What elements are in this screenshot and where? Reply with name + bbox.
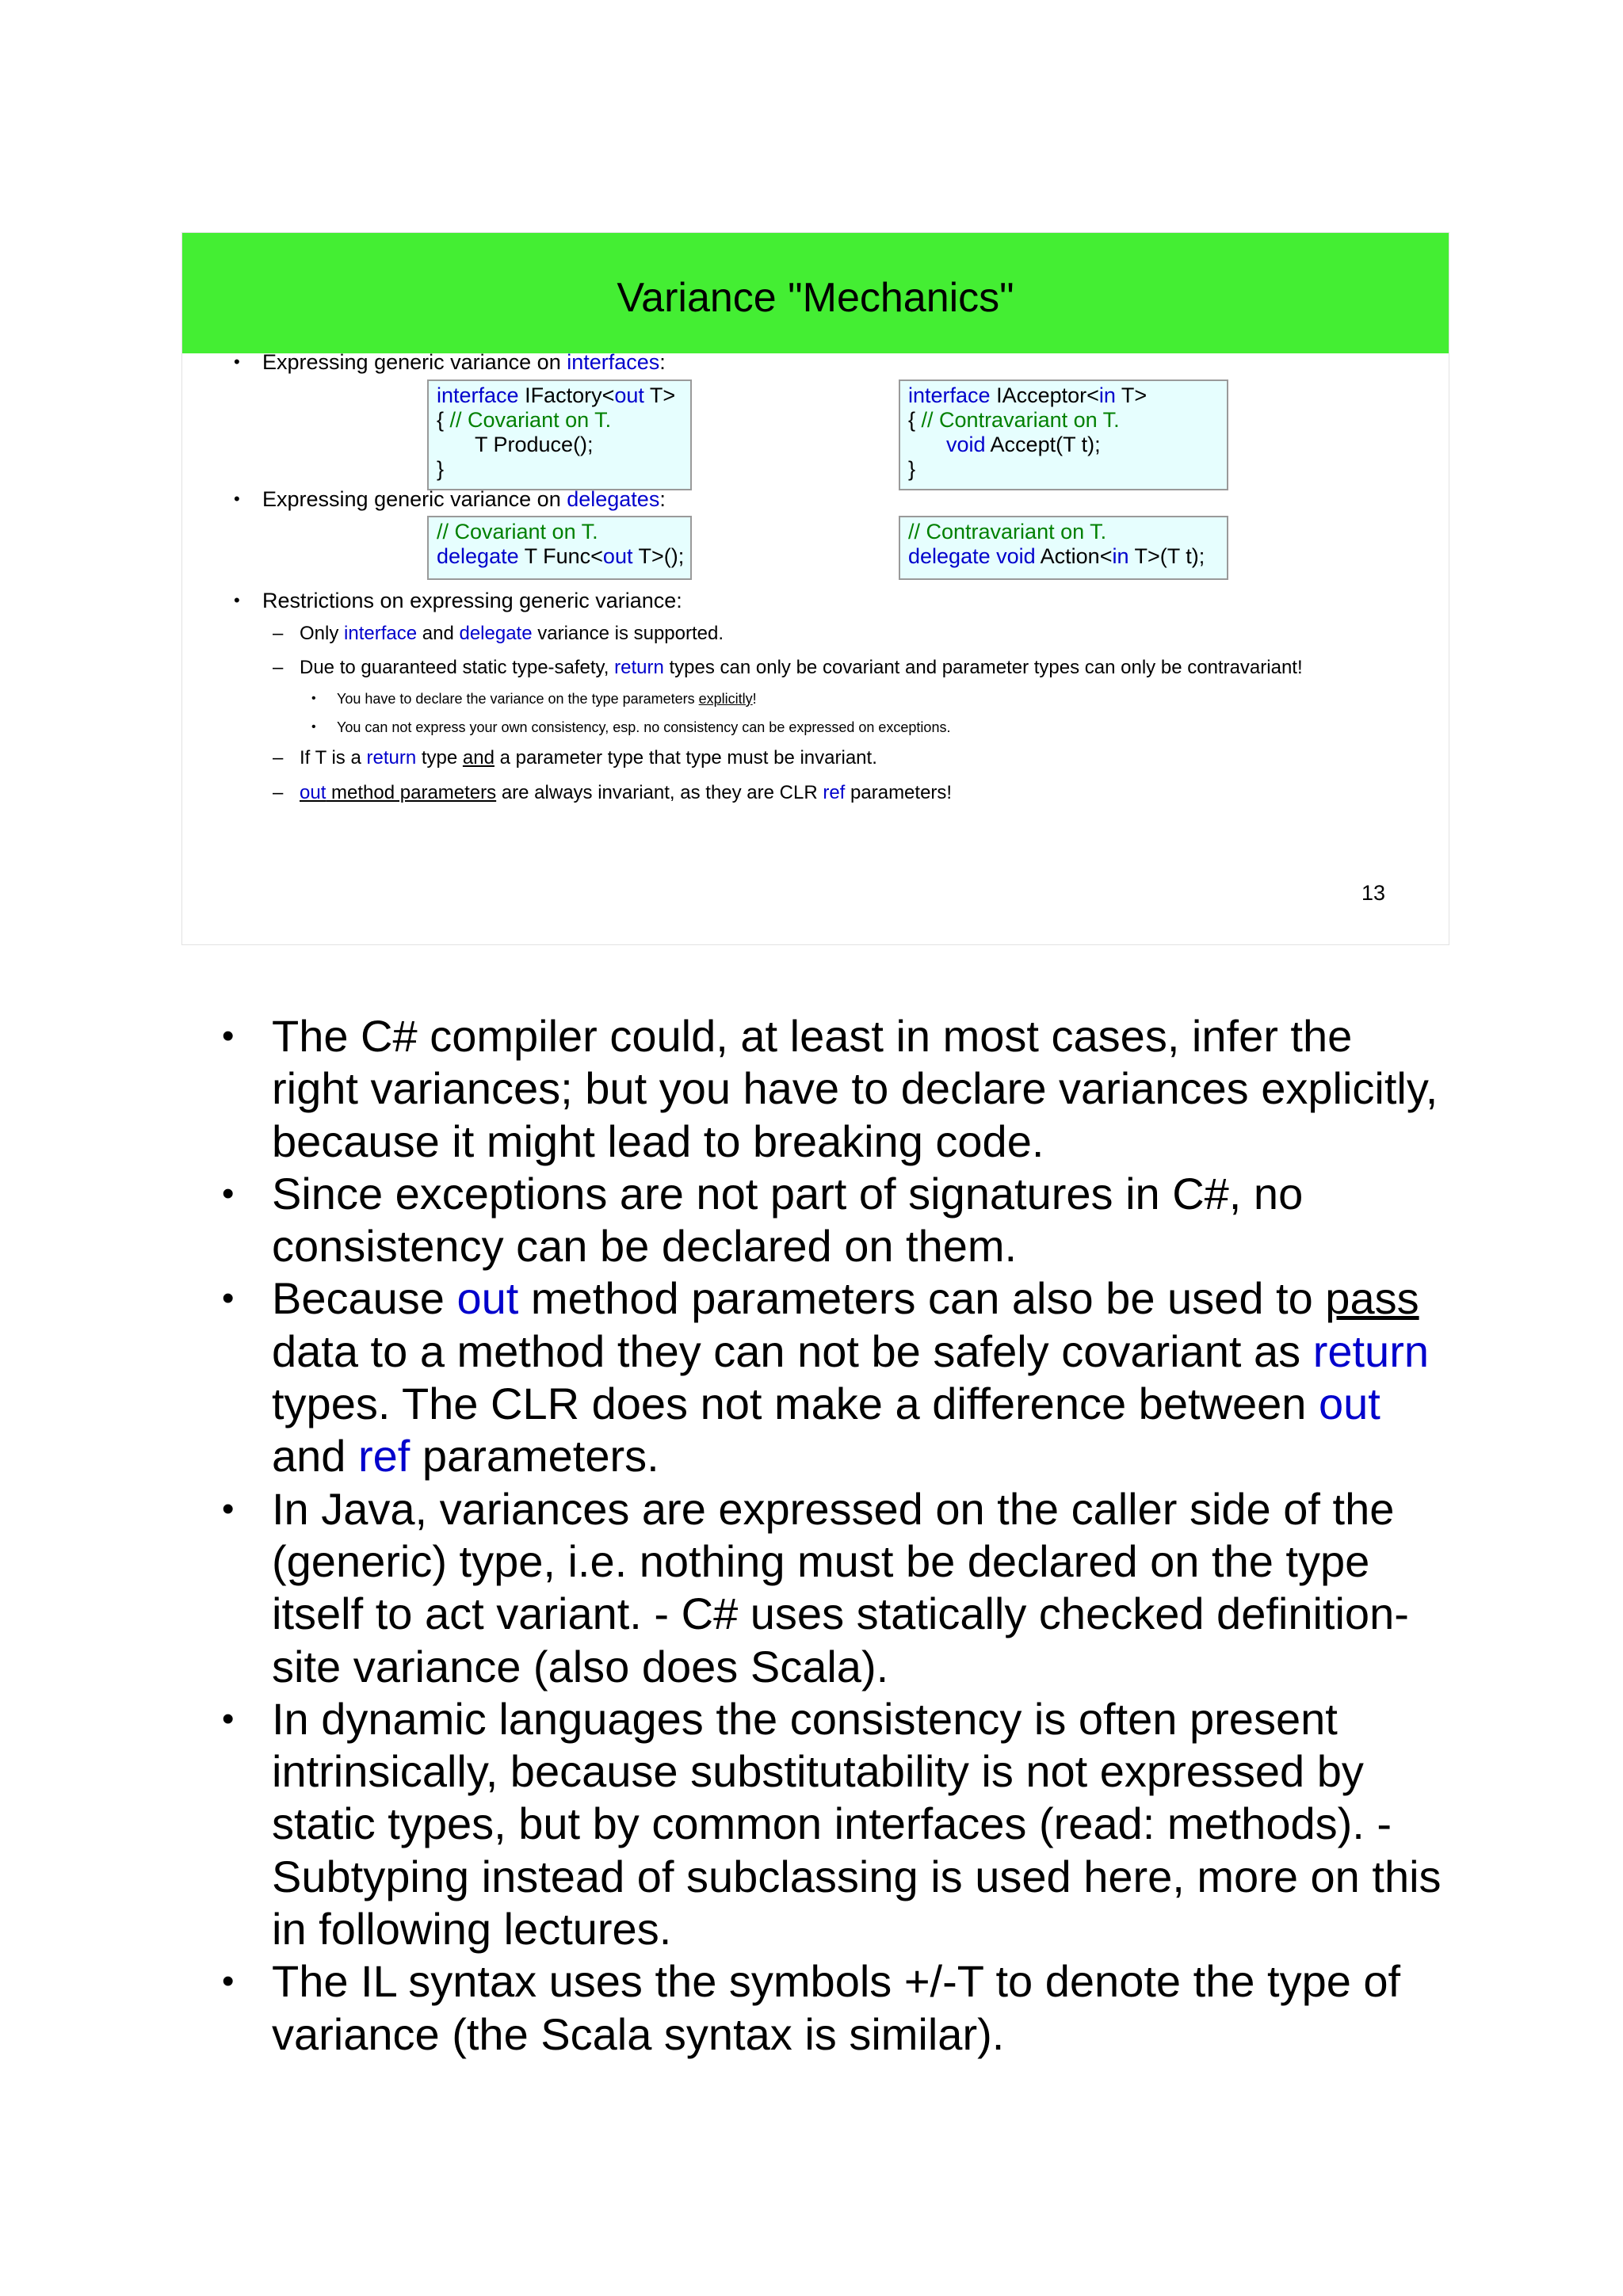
note-item: • The C# compiler could, at least in most cases, infer the right variances; but you have to declare variances explicitly, because it might lead to breaking code. — [222, 1011, 1438, 1166]
note-item: • The IL syntax uses the symbols +/-T to denote the type of variance (the Scala syntax is similar). — [222, 1956, 1401, 2059]
dash-marker: – — [273, 657, 284, 678]
code-func: // Covariant on T. delegate T Func<out T>(); — [427, 516, 692, 580]
bullet-interfaces: Expressing generic variance on interfaces: — [262, 350, 666, 374]
bullet-restrictions: Restrictions on expressing generic variance: — [262, 589, 682, 612]
slide — [181, 232, 1449, 945]
note-item: • Because out method parameters can also be used to pass data to a method they can not be safely covariant as return types. The CLR does not make a difference between out and ref parameters. — [222, 1273, 1429, 1482]
bullet-marker: • — [234, 590, 240, 610]
code-iacceptor: interface IAcceptor<in T> { // Contravariant on T. void Accept(T t); } — [899, 379, 1228, 490]
dash-marker: – — [273, 623, 284, 644]
dash-marker: – — [273, 782, 284, 803]
bullet-marker: • — [311, 720, 316, 734]
dash-marker: – — [273, 747, 284, 769]
bullet-marker: • — [234, 352, 240, 372]
slide-number: 13 — [1361, 881, 1385, 905]
restriction-out-params: out method parameters are always invariant, as they are CLR ref parameters! — [300, 782, 953, 803]
restriction-interface-delegate: Only interface and delegate variance is supported. — [300, 623, 724, 644]
bullet-marker: • — [234, 489, 240, 509]
restriction-invariant: If T is a return type and a parameter type that type must be invariant. — [300, 747, 877, 769]
note-item: • In Java, variances are expressed on the caller side of the (generic) type, i.e. nothing must be declared on the type itself to act variant. - C# uses statically checked definition-site variance (also does Scala). — [222, 1483, 1409, 1691]
slide-title: Variance "Mechanics" — [617, 275, 1014, 321]
bullet-delegates: Expressing generic variance on delegates: — [262, 487, 666, 511]
code-action: // Contravariant on T. delegate void Action<in T>(T t); — [899, 516, 1228, 580]
restriction-consistency: You can not express your own consistency, esp. no consistency can be expressed on exceptions. — [337, 719, 951, 735]
speaker-notes — [214, 1010, 1450, 2061]
note-item: • Since exceptions are not part of signatures in C#, no consistency can be declared on them. — [222, 1168, 1304, 1272]
bullet-marker: • — [311, 692, 316, 705]
note-item: • In dynamic languages the consistency is often present intrinsically, because substitutability is not expressed by static types, but by common interfaces (read: methods). - Subtyping instead of subclassing is used here, more on this in following lectures. — [222, 1693, 1442, 1955]
restriction-explicit: You have to declare the variance on the type parameters explicitly! — [337, 691, 757, 707]
code-ifactory: interface IFactory<out T> { // Covariant on T. T Produce(); } — [427, 379, 692, 490]
restriction-type-safety: Due to guaranteed static type-safety, return types can only be covariant and parameter types can only be contravariant! — [300, 657, 1303, 678]
slide-title-bar — [182, 233, 1449, 353]
